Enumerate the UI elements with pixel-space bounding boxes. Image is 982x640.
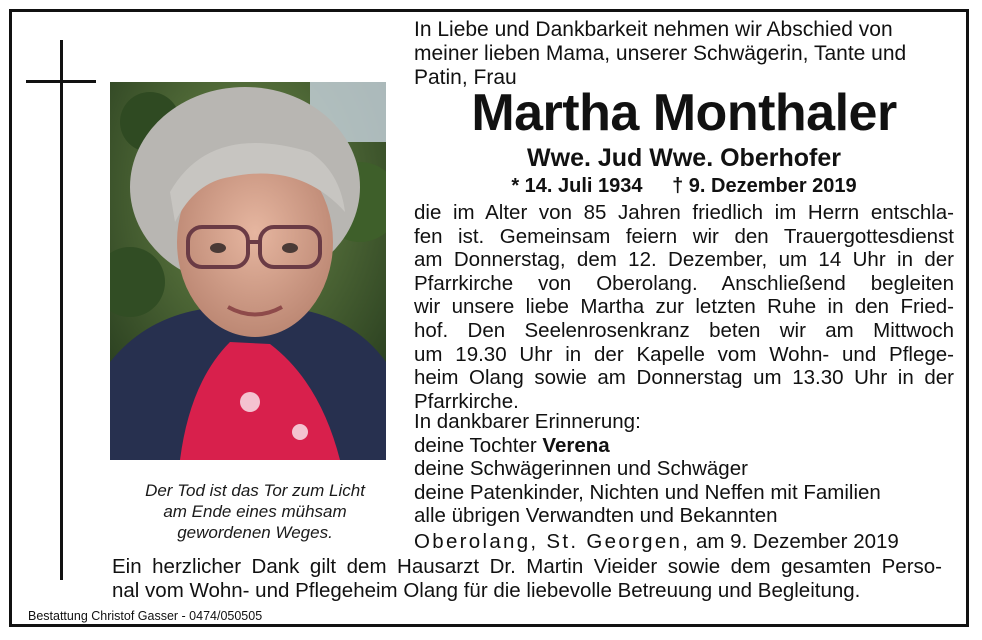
- daughter-name: Verena: [542, 433, 610, 457]
- announcement-body: [414, 201, 954, 413]
- body-line: wir unsere liebe Martha zur letzten Ruhe in den Fried-: [414, 295, 954, 319]
- quote-line: am Ende eines mühsam: [163, 502, 347, 521]
- portrait-photo: [110, 82, 386, 460]
- cross-icon-vertical: [60, 40, 63, 580]
- place-date: am 9. Dezember 2019: [695, 530, 899, 553]
- intro-text: [414, 18, 954, 90]
- body-line: um 19.30 Uhr in der Kapelle vom Wohn- und Pflege-: [414, 342, 954, 366]
- body-line: die im Alter von 85 Jahren friedlich im Herrn entschla-: [414, 201, 954, 224]
- mourners-heading: In dankbarer Erinnerung:: [414, 410, 641, 433]
- mourners-list: [414, 410, 954, 528]
- life-dates: [414, 173, 954, 199]
- body-line: fen ist. Gemeinsam feiern wir den Trauergottesdienst: [414, 224, 954, 248]
- mourner-line: deine Patenkinder, Nichten und Neffen mit Familien: [414, 480, 881, 504]
- intro-line: Patin, Frau: [414, 66, 517, 89]
- closing-line: nal vom Wohn- und Pflegeheim Olang für die liebevolle Betreuung und Begleitung.: [112, 578, 861, 602]
- place-and-date: [414, 530, 944, 554]
- cross-icon-horizontal: [26, 80, 96, 83]
- death-date: † 9. Dezember 2019: [672, 175, 857, 197]
- body-line: Pfarrkirche von Oberolang. Anschließend begleiten: [414, 271, 954, 295]
- mourner-line: alle übrigen Verwandten und Bekannten: [414, 504, 778, 528]
- closing-thanks: [112, 555, 942, 602]
- quote-line: gewordenen Weges.: [177, 523, 333, 542]
- widow-names: Wwe. Jud Wwe. Oberhofer: [527, 144, 841, 172]
- place: Oberolang, St. Georgen,: [414, 530, 691, 553]
- intro-line: In Liebe und Dankbarkeit nehmen wir Abschied von: [414, 18, 893, 41]
- body-line: heim Olang sowie am Donnerstag um 13.30 Uhr in der: [414, 366, 954, 390]
- body-line: Pfarrkirche.: [414, 389, 519, 413]
- daughter-prefix: deine Tochter: [414, 433, 543, 457]
- closing-line: Ein herzlicher Dank gilt dem Hausarzt Dr. Martin Vieider sowie dem gesamten Perso-: [112, 555, 942, 578]
- funeral-home-credit: Bestattung Christof Gasser - 0474/050505: [28, 609, 263, 623]
- memorial-quote: [100, 480, 410, 543]
- mourner-line: deine Schwägerinnen und Schwäger: [414, 457, 748, 481]
- intro-line: meiner lieben Mama, unserer Schwägerin, Tante und: [414, 42, 907, 65]
- birth-date: * 14. Juli 1934: [511, 175, 643, 197]
- body-line: am Donnerstag, dem 12. Dezember, um 14 Uhr in der: [414, 248, 954, 272]
- mourner-line: [414, 434, 954, 458]
- body-line: hof. Den Seelenrosenkranz beten wir am Mittwoch: [414, 318, 954, 342]
- quote-line: Der Tod ist das Tor zum Licht: [145, 481, 365, 500]
- deceased-name: Martha Monthaler: [471, 84, 897, 142]
